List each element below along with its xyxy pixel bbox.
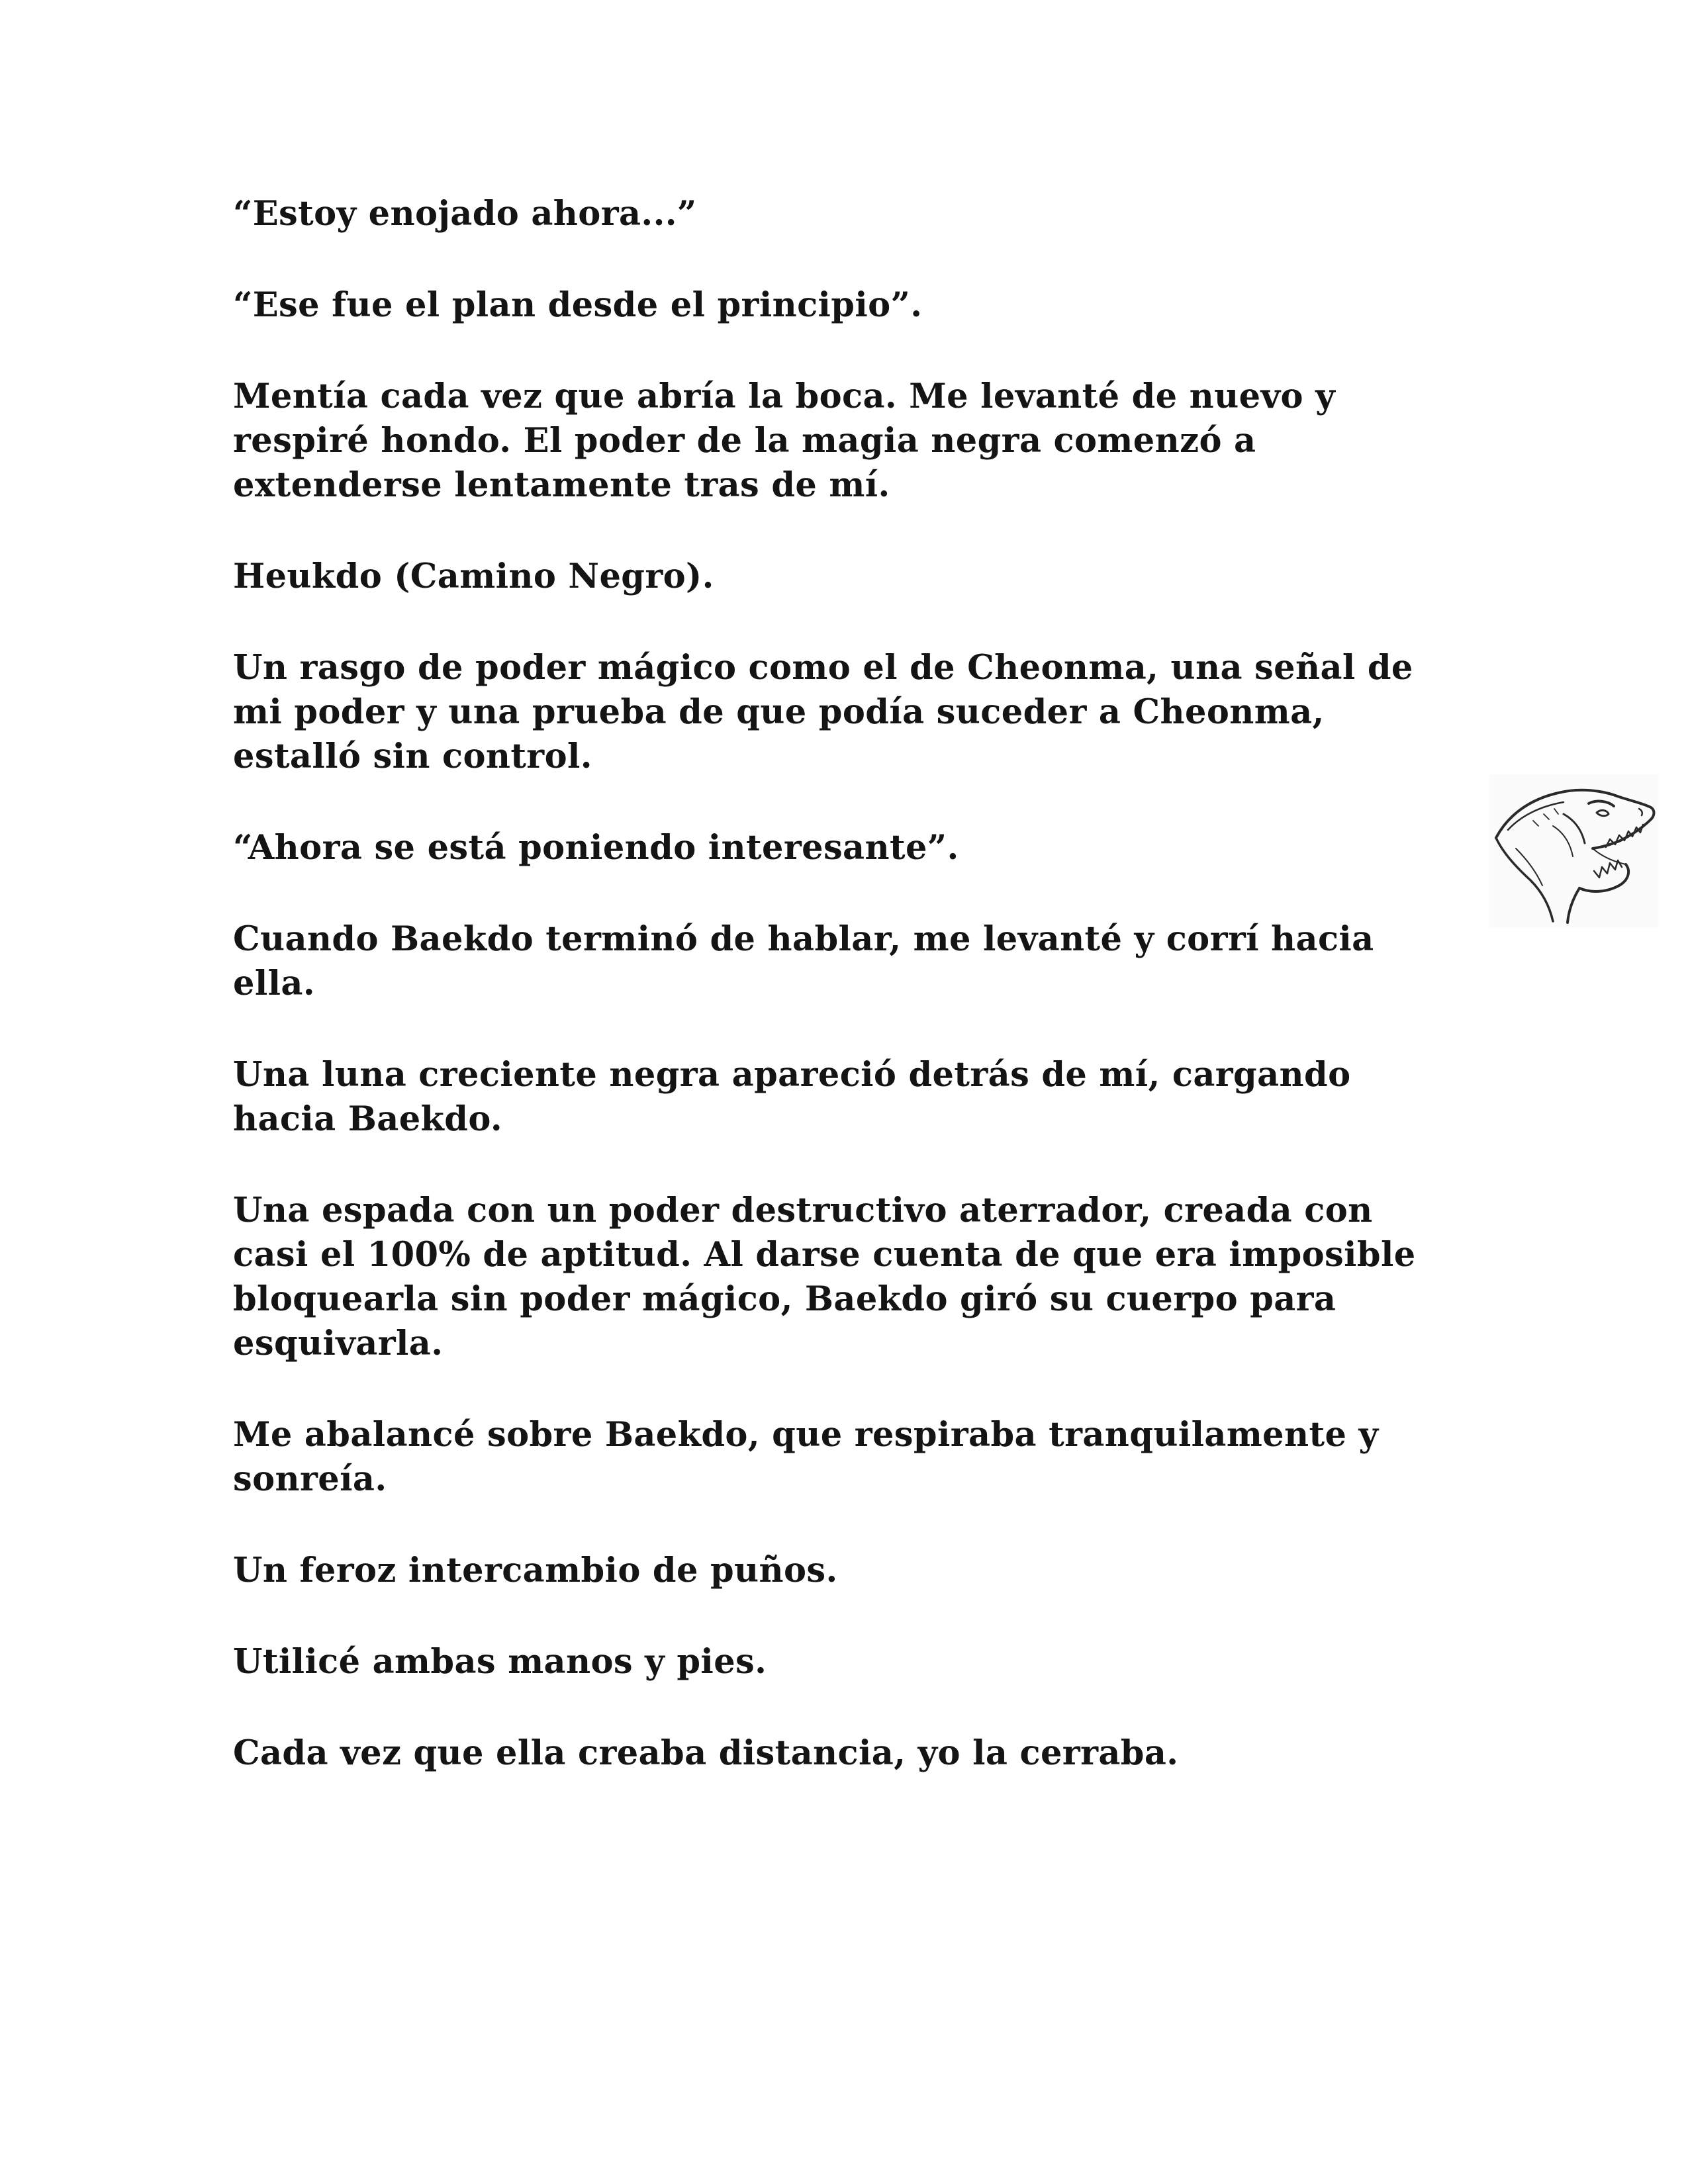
paragraph: Un feroz intercambio de puños. <box>233 1551 838 1590</box>
paragraph: Una luna creciente negra apareció detrás de mí, cargando hacia Baekdo. <box>233 1055 1351 1139</box>
paragraph: Heukdo (Camino Negro). <box>233 557 714 596</box>
paragraph: Cuando Baekdo terminó de hablar, me levanté y corrí hacia ella. <box>233 919 1374 1003</box>
dinosaur-head-icon <box>1489 774 1659 928</box>
paragraph: “Ahora se está poniendo interesante”. <box>233 828 959 868</box>
document-body <box>233 192 1458 1823</box>
paragraph: Un rasgo de poder mágico como el de Cheonma, una señal de mi poder y una prueba de que podía suceder a Cheonma, estalló sin control. <box>233 648 1413 776</box>
paragraph: Utilicé ambas manos y pies. <box>233 1642 767 1682</box>
paragraph: Mentía cada vez que abría la boca. Me levanté de nuevo y respiré hondo. El poder de la magia negra comenzó a extenderse lentamente tras de mí. <box>233 377 1336 505</box>
paragraph: Cada vez que ella creaba distancia, yo la cerraba. <box>233 1733 1179 1773</box>
paragraph: Una espada con un poder destructivo aterrador, creada con casi el 100% de aptitud. Al darse cuenta de que era imposible bloquearla sin poder mágico, Baekdo giró su cuerpo para esquivarla. <box>233 1191 1416 1363</box>
paragraph: Me abalancé sobre Baekdo, que respiraba tranquilamente y sonreía. <box>233 1415 1379 1499</box>
paragraph: “Ese fue el plan desde el principio”. <box>233 285 923 325</box>
paragraph: “Estoy enojado ahora...” <box>233 194 697 234</box>
